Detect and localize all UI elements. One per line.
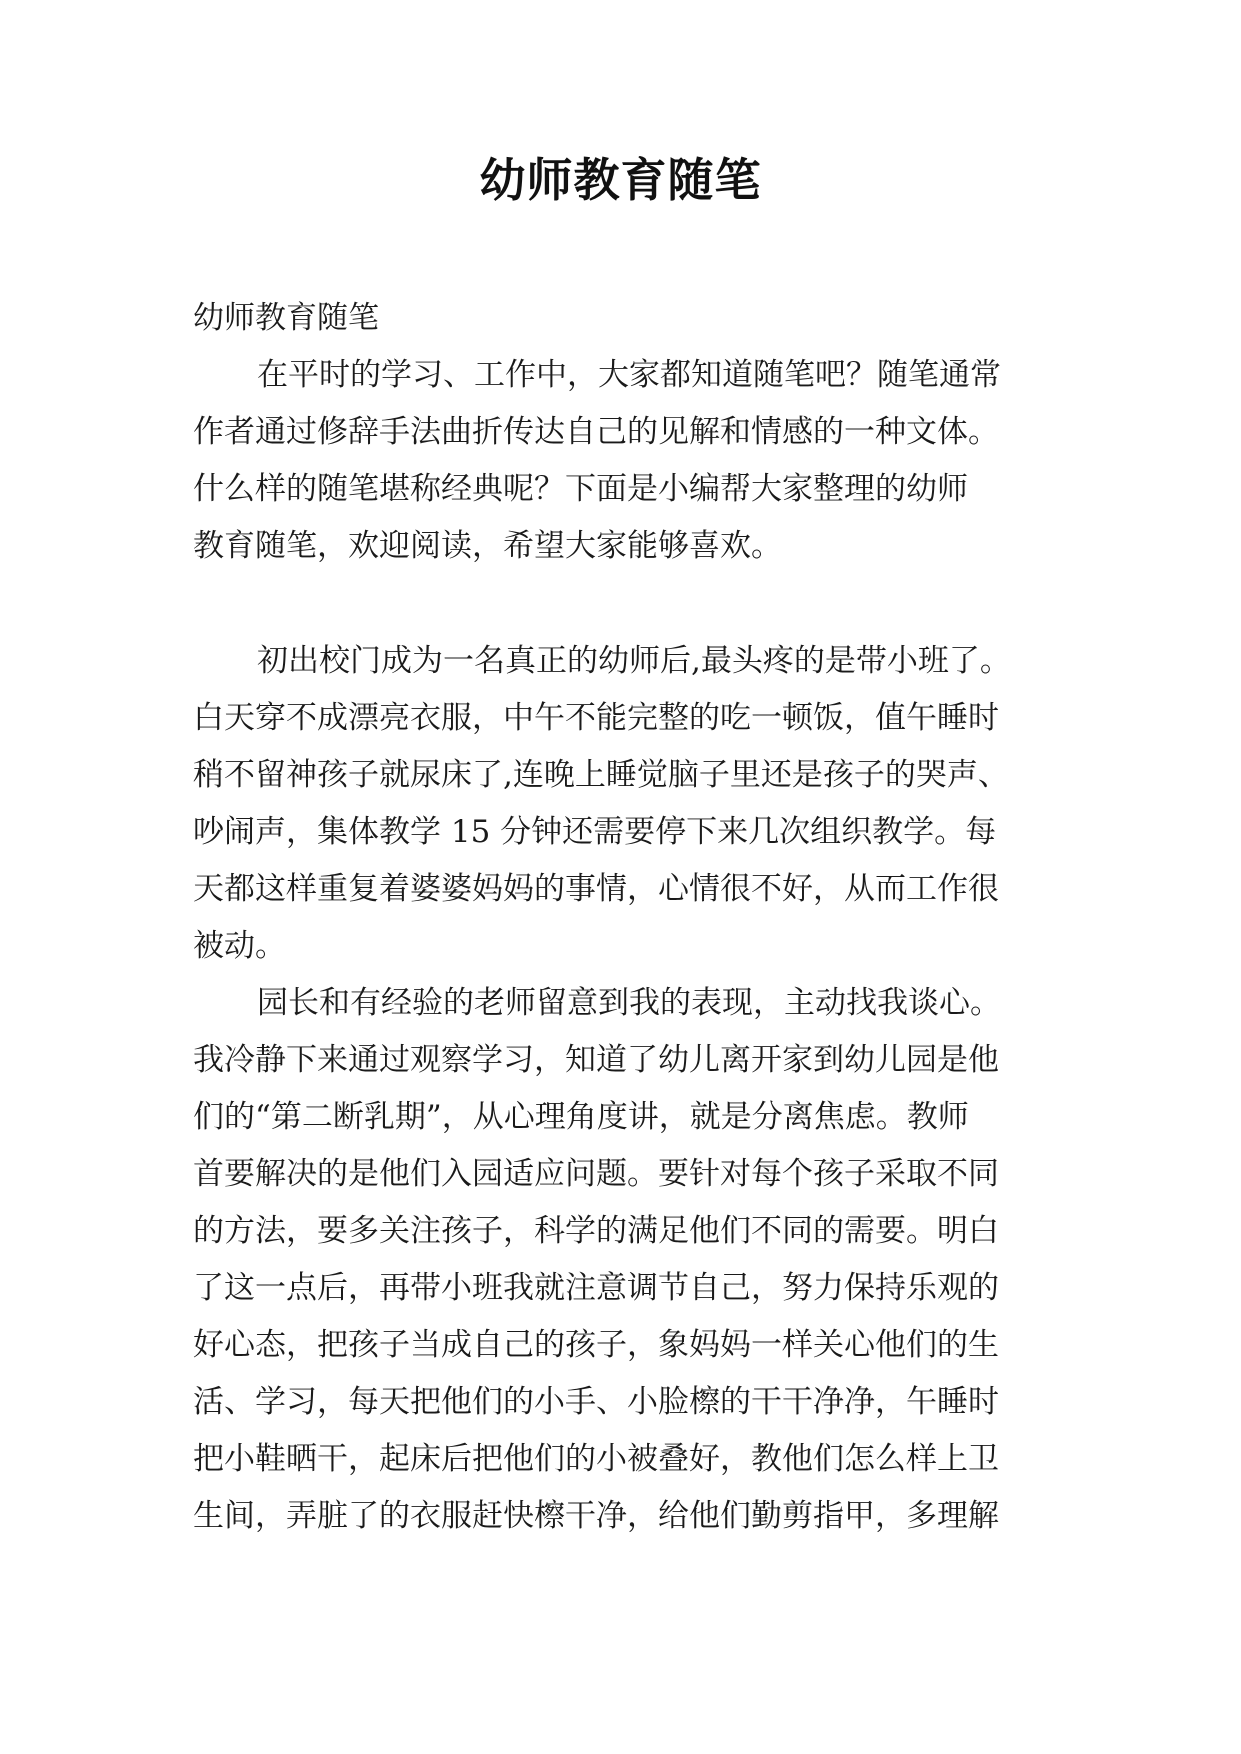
- text-line: 的方法，要多关注孩子，科学的满足他们不同的需要。明白: [193, 1213, 999, 1249]
- text-line: 了这一点后，再带小班我就注意调节自己，努力保持乐观的: [193, 1270, 999, 1306]
- body-paragraph-2: [193, 975, 1051, 1545]
- intro-paragraph: [193, 347, 1051, 575]
- text-line: 生间，弄脏了的衣服赶快檫干净，给他们勤剪指甲，多理解: [193, 1498, 999, 1534]
- text-line: 首要解决的是他们入园适应问题。要针对每个孩子采取不同: [193, 1156, 999, 1192]
- document-subtitle: 幼师教育随笔: [193, 300, 379, 336]
- text-line: 园长和有经验的老师留意到我的表现，主动找我谈心。: [257, 985, 1001, 1021]
- text-line: 把小鞋晒干，起床后把他们的小被叠好，教他们怎么样上卫: [193, 1441, 999, 1477]
- text-line: 吵闹声，集体教学 15 分钟还需要停下来几次组织教学。每: [193, 814, 997, 850]
- text-line: 好心态，把孩子当成自己的孩子，象妈妈一样关心他们的生: [193, 1327, 999, 1363]
- text-line: 活、学习，每天把他们的小手、小脸檫的干干净净，午睡时: [193, 1384, 999, 1420]
- text-line: 在平时的学习、工作中，大家都知道随笔吧？随笔通常: [257, 357, 1001, 393]
- text-line: 们的“第二断乳期”，从心理角度讲，就是分离焦虑。教师: [193, 1099, 969, 1135]
- text-line: 稍不留神孩子就尿床了,连晚上睡觉脑子里还是孩子的哭声、: [193, 757, 1009, 793]
- paragraph-gap: [193, 575, 1051, 633]
- text-line: 什么样的随笔堪称经典呢？下面是小编帮大家整理的幼师: [193, 471, 968, 507]
- document-body: [193, 290, 1051, 1545]
- body-paragraph-1: [193, 633, 1051, 975]
- text-line: 白天穿不成漂亮衣服，中午不能完整的吃一顿饭，值午睡时: [193, 700, 999, 736]
- text-line: 天都这样重复着婆婆妈妈的事情，心情很不好，从而工作很: [193, 871, 999, 907]
- text-line: 初出校门成为一名真正的幼师后,最头疼的是带小班了。: [257, 643, 1011, 679]
- text-line: 我冷静下来通过观察学习，知道了幼儿离开家到幼儿园是他: [193, 1042, 999, 1078]
- text-line: 作者通过修辞手法曲折传达自己的见解和情感的一种文体。: [193, 414, 999, 450]
- text-line: 教育随笔，欢迎阅读，希望大家能够喜欢。: [193, 528, 782, 564]
- document-title: 幼师教育随笔: [479, 153, 762, 207]
- text-line: 被动。: [193, 928, 286, 964]
